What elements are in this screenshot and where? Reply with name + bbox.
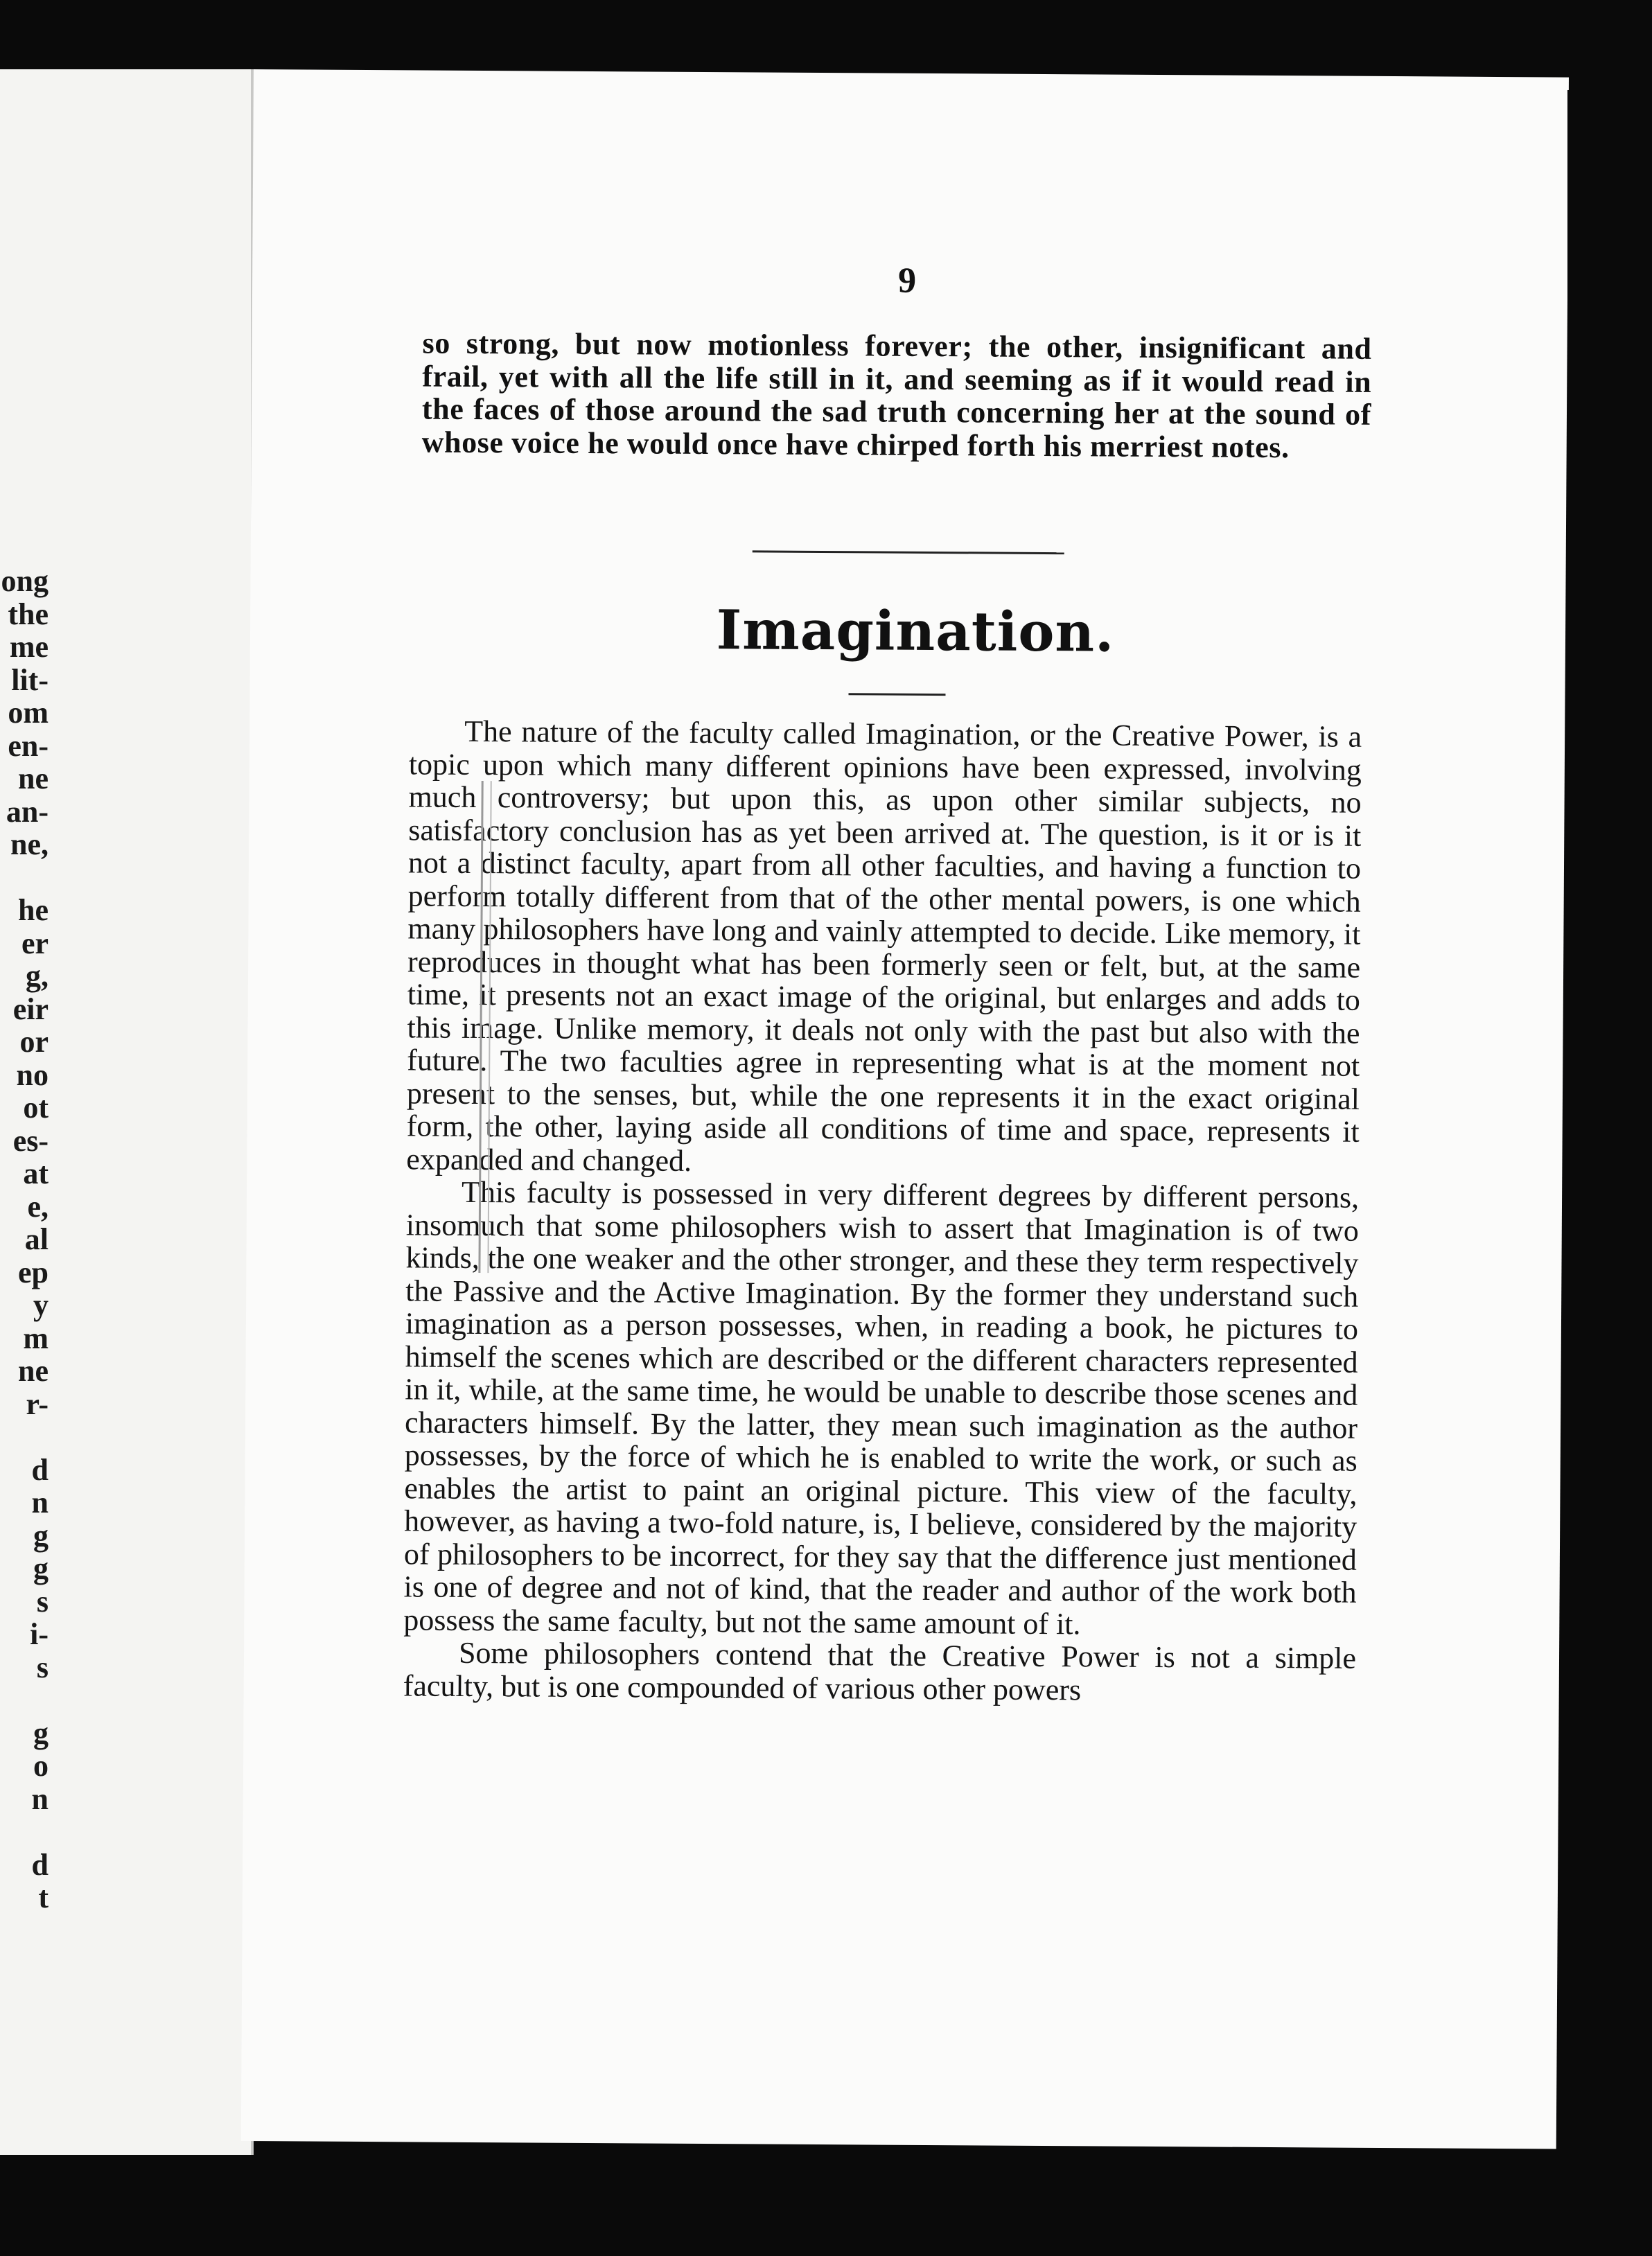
left-page-fragment: g, <box>26 959 49 993</box>
paragraph: The nature of the faculty called Imagination, or the Creative Power, is a topic upon which many different opinions have been expressed, involving much controversy; but upon this, as upon other similar subjects, no satisfactory conclusion has as yet been arrived at. The question, is it or is it not a distinct faculty, apart from all other faculties, and having a function to perform totally different from that of the other mental powers, is one which many philosophers have long and vainly attempted to decide. Like memory, it reproduces in thought what has been formerly seen or felt, but, at the same time, it presents not an exact image of the original, but enlarges and adds to this image. Unlike memory, it deals not only with the past but also with the future. The two faculties agree in representing what is at the moment not present to the senses, but, while the one represents it in the exact original form, the other, laying aside all conditions of time and space, represents it expanded and changed. <box>406 714 1362 1178</box>
heading-underline-rule <box>848 693 945 696</box>
left-page-fragment: s <box>36 1584 49 1619</box>
essay-body <box>403 714 1362 1707</box>
left-page-fragment: o <box>33 1749 49 1783</box>
left-page-fragment: y <box>33 1288 49 1322</box>
left-page-fragment: or <box>19 1025 49 1059</box>
left-page-fragment: i- <box>30 1617 49 1651</box>
left-page-fragment <box>0 1815 49 1849</box>
left-page-fragment: e, <box>27 1189 49 1224</box>
left-page-fragment: n <box>31 1781 49 1816</box>
left-page-fragment: an- <box>6 794 49 829</box>
left-page-fragment: me <box>9 630 49 664</box>
section-divider-rule <box>753 550 1064 554</box>
left-page-fragment: g <box>33 1716 49 1750</box>
left-page-fragment: ne <box>18 761 49 795</box>
left-page-fragment: lit- <box>11 662 49 697</box>
left-page-fragment: al <box>24 1222 49 1256</box>
left-page-fragment: the <box>8 597 49 631</box>
left-page-fragment: g <box>33 1518 49 1553</box>
page-edge-shadow <box>1567 90 1609 2155</box>
left-page-fragment: er <box>21 926 49 960</box>
left-page-fragment: he <box>18 893 49 927</box>
left-page-fragment: ep <box>18 1255 49 1289</box>
left-page-fragment: ne, <box>10 827 49 861</box>
left-page-fragment: m <box>23 1321 49 1355</box>
left-page-fragment: d <box>31 1847 49 1882</box>
page-number: 9 <box>897 261 917 301</box>
left-page-fragment <box>0 861 49 895</box>
left-page-fragment: eir <box>12 992 49 1026</box>
left-page-fragment: r- <box>26 1386 49 1421</box>
left-page-fragment: g <box>33 1551 49 1585</box>
continuation-paragraph: so strong, but now motionless forever; the other, insignificant and frail, yet with all the life still in it, and seeming as if it would read in the faces of those around the sad truth concerning her at the sound of whose voice he would once have chirped forth his merriest notes. <box>421 326 1372 464</box>
left-page-fragment: ong <box>1 564 49 598</box>
left-page-fragment: n <box>31 1486 49 1519</box>
left-page-fragment <box>0 1684 49 1717</box>
paragraph: This faculty is possessed in very different degrees by different persons, insomuch that some philosophers wish to assert that Imagination is of two kinds, the one weaker and the other stronger, and these they term respectively the Passive and the Active Imagination. By the former they understand such imagination as a person possesses, when, in reading a book, he pictures to himself the scenes which are described or the different characters represented in it, while, at the same time, he would be unable to describe those scenes and characters himself. By the latter, they mean such imagination as the author possesses, by the force of which he is enabled to write the work, or such as enables the artist to paint an original picture. This view of the faculty, however, as having a two-fold nature, is, I believe, considered by the majority of philosophers to be incorrect, for they say that the difference just mentioned is one of degree and not of kind, that the reader and author of the work both possess the same faculty, but not the same amount of it. <box>403 1174 1360 1641</box>
left-page-fragment: at <box>23 1156 49 1190</box>
section-heading: Imagination. <box>716 599 1115 664</box>
left-page-fragment <box>0 1420 49 1454</box>
left-page-fragment: s <box>36 1650 49 1684</box>
left-page-fragment: no <box>16 1057 49 1092</box>
left-page-fragment: ot <box>23 1091 49 1125</box>
book-page <box>241 69 1569 2149</box>
paragraph: Some philosophers contend that the Creative Power is not a simple faculty, but is one compounded of various other powers <box>403 1635 1357 1707</box>
left-facing-page <box>0 69 251 2155</box>
left-page-fragment: ne <box>18 1354 49 1388</box>
left-page-text-fragments <box>0 565 49 1914</box>
left-page-fragment: en- <box>8 728 49 763</box>
left-page-fragment: om <box>8 696 49 730</box>
left-page-fragment: es- <box>12 1123 49 1158</box>
left-page-fragment: d <box>31 1452 49 1487</box>
left-page-fragment: t <box>38 1880 49 1914</box>
